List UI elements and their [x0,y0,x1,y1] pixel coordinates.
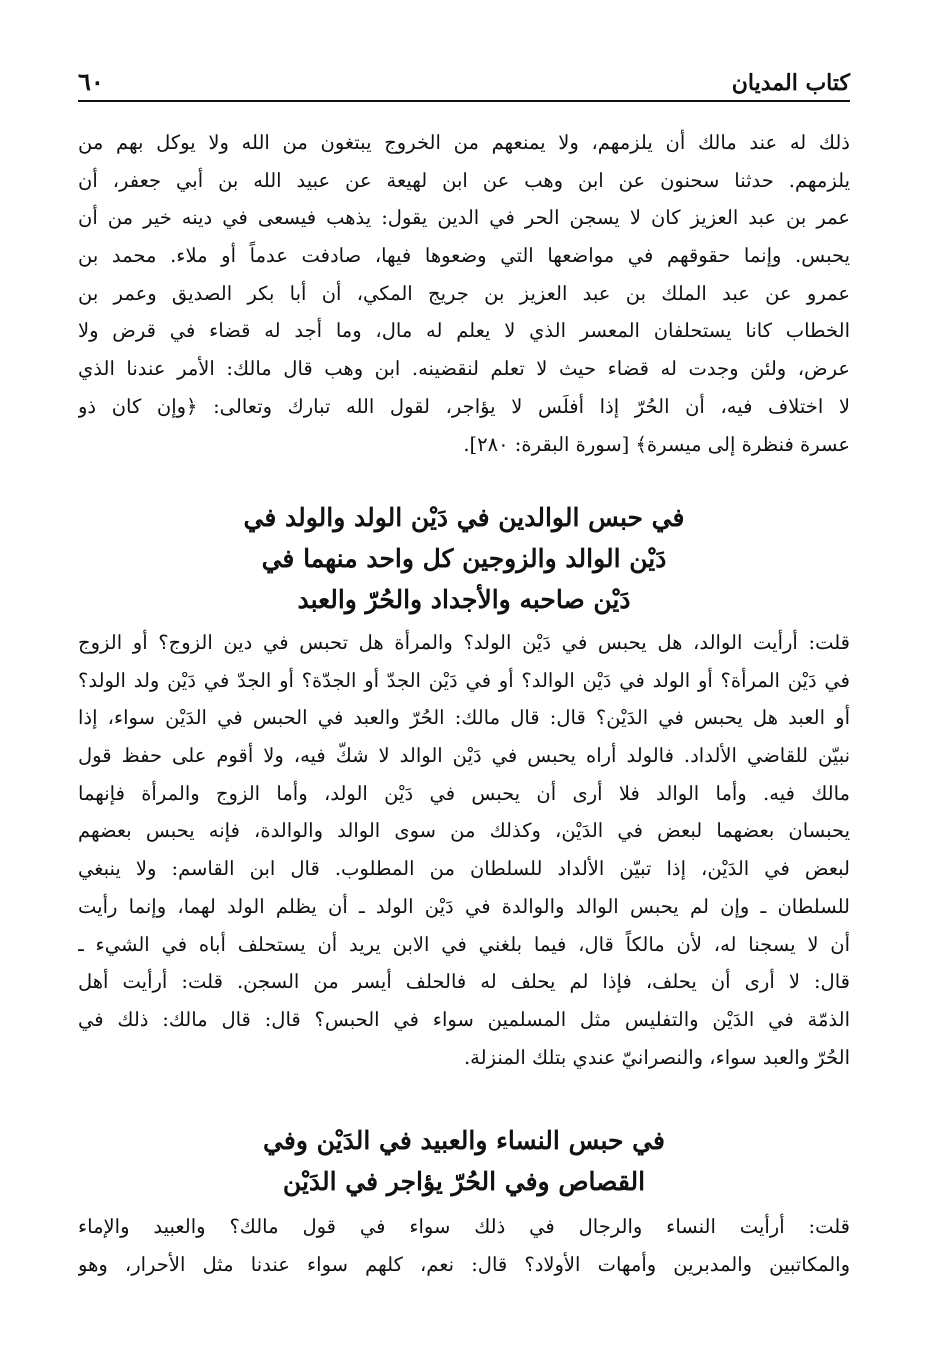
text-line: الذمّة في الدَيْن والتفليس مثل المسلمين سواء في الحبس؟ قال: قال مالك: ذلك في [78,1007,850,1031]
running-title: كتاب المديان [731,70,850,96]
text-line: والمكاتبين والمدبرين وأمهات الأولاد؟ قال: نعم، كلهم سواء عندنا مثل الأحرار، وهو [78,1252,850,1276]
text-line: عمر بن عبد العزيز كان لا يسجن الحر في الدين يقول: يذهب فيسعى في دينه خير من أن [78,206,850,230]
text-line: لبعض في الدَيْن، إذا تبيّن الألداد للسلطان من المطلوب. قال ابن القاسم: ولا ينبغي [78,857,850,881]
heading-line: دَيْن صاحبه والأجداد والحُرّ والعبد [297,585,631,614]
paragraph-1 [78,124,850,463]
text-line: عمرو عن عبد الملك بن عبد العزيز بن جريج المكي، أن أبا بكر الصديق وعمر بن [78,281,850,305]
text-line: الخطاب كانا يستحلفان المعسر الذي لا يعلم له مال، وما أجد له قضاء في قرض ولا [78,319,850,343]
text-line: أن لا يسجنا له، لأن مالكاً قال، فيما بلغني في الابن يريد أن يستحلف أباه في الشيء ـ [78,932,850,956]
text-line: الحُرّ والعبد سواء، والنصرانيّ عندي بتلك المنزلة. [463,1045,850,1069]
page-header [78,60,850,96]
paragraph-2 [78,624,850,1076]
page-number: ٦٠ [78,67,104,96]
text-line: أو العبد هل يحبس في الدَيْن؟ قال: قال مالك: الحُرّ والعبد في الحبس في الدَيْن سواء، إذا [78,706,850,730]
heading-line: في حبس النساء والعبيد في الدَيْن وفي [263,1126,665,1155]
paragraph-3 [78,1208,850,1283]
text-line: عسرة فنظرة إلى ميسرة﴾ [سورة البقرة: ٢٨٠]. [463,432,850,456]
text-line: في دَيْن المرأة؟ أو الولد في دَيْن الوالد؟ أو في دَيْن الجدّ أو الجدّة؟ أو الجدّ في دَيْن ولد الولد؟ [78,668,850,692]
text-line: ذلك له عند مالك أن يلزمهم، ولا يمنعهم من الخروج يبتغون من الله ولا يوكل بهم من [78,131,850,154]
section-heading-2 [78,1120,850,1202]
text-line: مالك فيه. وأما الوالد فلا أرى أن يحبس في دَيْن الولد، وأما الزوج والمرأة فإنهما [78,781,850,805]
text-line: لا اختلاف فيه، أن الحُرّ إذا أفلَس لا يؤاجر، لقول الله تبارك وتعالى: ﴿وإن كان ذو [78,394,850,418]
heading-line: القصاص وفي الحُرّ يؤاجر في الدَيْن [282,1167,646,1196]
header-divider [78,100,850,102]
heading-line: في حبس الوالدين في دَيْن الولد والولد في [243,503,685,532]
text-line: يلزمهم. حدثنا سحنون عن ابن وهب عن ابن لهيعة عن عبيد الله بن أبي جعفر، أن [78,168,850,192]
text-line: قال: لا أرى أن يحلف، فإذا لم يحلف له فالحلف أيسر من السجن. قلت: أرأيت أهل [78,970,850,994]
text-line: عرض، ولئن وجدت له قضاء حيث لا تعلم لنقضينه. ابن وهب قال مالك: الأمر عندنا الذي [78,357,850,381]
text-line: للسلطان ـ وإن لم يحبس الوالد والوالدة في دَيْن الولد ـ أن يظلم الولد لهما، وإنما رأيت [78,894,850,918]
text-line: يحبسان بعضهما لبعض في الدَيْن، وكذلك من سوى الوالد والوالدة، فإنه يحبس بعضهم [78,819,850,843]
text-line: قلت: أرأيت الوالد، هل يحبس في دَيْن الولد؟ والمرأة هل تحبس في دين الزوج؟ أو الزوج [78,631,850,654]
text-line: يحبس. وإنما حقوقهم في مواضعها التي وضعوها فيها، صادفت عدماً أو ملاء. محمد بن [78,244,850,268]
section-heading-1 [78,497,850,620]
text-line: قلت: أرأيت النساء والرجال في ذلك سواء في قول مالك؟ والعبيد والإماء [78,1215,850,1238]
heading-line: دَيْن الوالد والزوجين كل واحد منهما في [261,544,667,573]
text-line: نبيّن للقاضي الألداد. فالولد أراه يحبس في دَيْن الوالد لا شكّ فيه، ولا أقوم على حفظ قول [78,744,850,768]
